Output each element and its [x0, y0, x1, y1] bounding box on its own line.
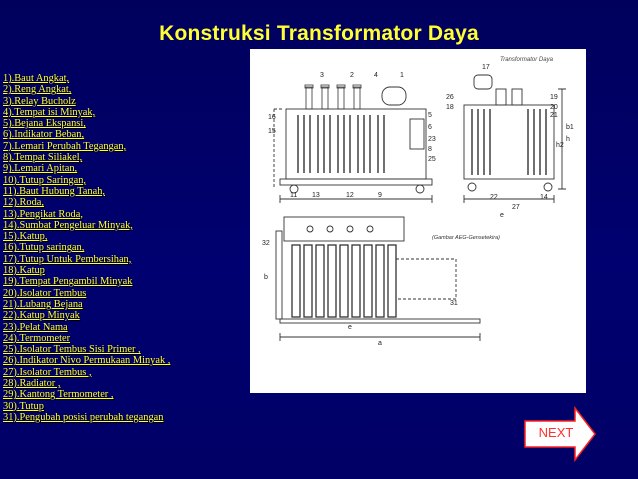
svg-text:11: 11 [290, 192, 298, 199]
svg-text:h: h [566, 136, 570, 143]
svg-text:b1: b1 [566, 124, 574, 131]
list-item[interactable]: 18).Katup [3, 265, 45, 277]
svg-text:25: 25 [428, 156, 436, 163]
transformer-diagram [250, 49, 586, 393]
list-item[interactable]: 14).Sumbat Pengeluar Minyak, [3, 219, 133, 231]
list-item[interactable]: 3).Relay Bucholz [3, 95, 76, 107]
list-item[interactable]: 24).Termometer [3, 332, 71, 344]
list-item[interactable]: 6).Indikator Beban, [3, 129, 85, 141]
list-item[interactable]: 12).Roda, [3, 197, 44, 209]
list-item[interactable]: 22).Katup Minyak [3, 310, 80, 322]
list-item[interactable]: 7).Lemari Perubah Tegangan, [3, 140, 127, 152]
slide-title: Konstruksi Transformator Daya [159, 22, 479, 45]
next-label: NEXT [538, 425, 574, 440]
list-item[interactable]: 13).Pengikat Roda, [3, 208, 83, 220]
svg-text:23: 23 [428, 136, 436, 143]
list-item[interactable]: 26).Indikator Nivo Permukaan Minyak , [3, 355, 171, 367]
list-item[interactable]: 27).Isolator Tembus , [3, 366, 92, 378]
list-item[interactable]: 16).Tutup saringan, [3, 242, 85, 254]
svg-text:3: 3 [320, 72, 324, 79]
svg-text:31: 31 [450, 300, 458, 307]
list-item[interactable]: 31).Pengubah posisi perubah tegangan [3, 411, 164, 423]
svg-text:e: e [348, 324, 352, 331]
list-item[interactable]: 29).Kantong Termometer , [3, 389, 114, 401]
svg-text:17: 17 [482, 64, 490, 71]
svg-text:27: 27 [512, 204, 520, 211]
list-item[interactable]: 1).Baut Angkat, [3, 73, 70, 84]
svg-text:20: 20 [550, 104, 558, 111]
list-item[interactable]: 2).Reng Angkat, [3, 84, 72, 96]
list-item[interactable]: 4).Tempat isi Minyak, [3, 106, 96, 118]
list-item[interactable]: 10).Tutup Saringan, [3, 174, 87, 186]
list-item[interactable]: 15).Katup, [3, 231, 48, 243]
svg-text:e: e [500, 212, 504, 219]
diagram-credit: (Gambar AEG-Gensetekira) [432, 235, 500, 241]
svg-text:21: 21 [550, 112, 558, 119]
component-list [3, 73, 253, 423]
list-item[interactable]: 21).Lubang Bejana [3, 298, 83, 310]
svg-text:15: 15 [268, 128, 276, 135]
list-item[interactable]: 9).Lemari Apitan, [3, 163, 78, 175]
svg-text:a: a [378, 340, 382, 347]
svg-text:2: 2 [350, 72, 354, 79]
svg-text:b: b [264, 274, 268, 281]
next-button[interactable] [523, 406, 597, 462]
list-item[interactable]: 11).Baut Hubung Tanah, [3, 185, 106, 197]
svg-text:6: 6 [428, 124, 432, 131]
svg-text:9: 9 [378, 192, 382, 199]
svg-text:8: 8 [428, 146, 432, 153]
list-item[interactable]: 19).Tempat Pengambil Minyak [3, 276, 133, 288]
svg-text:13: 13 [312, 192, 320, 199]
svg-text:4: 4 [374, 72, 378, 79]
front-view [268, 72, 436, 203]
list-item[interactable]: 17).Tutup Untuk Pembersihan, [3, 253, 132, 265]
svg-text:12: 12 [346, 192, 354, 199]
side-view [446, 64, 574, 219]
list-item[interactable]: 20).Isolator Tembus [3, 287, 87, 299]
svg-text:5: 5 [428, 112, 432, 119]
list-item[interactable]: 28).Radiator , [3, 378, 61, 390]
svg-text:22: 22 [490, 194, 498, 201]
list-item[interactable]: 5).Bejana Ekspansi, [3, 118, 86, 130]
svg-text:18: 18 [446, 104, 454, 111]
plan-view [262, 217, 500, 347]
list-item[interactable]: 8).Tempat Siliakel, [3, 152, 83, 164]
list-item[interactable]: 25).Isolator Tembus Sisi Primer , [3, 344, 141, 356]
list-item[interactable]: 23).Pelat Nama [3, 321, 68, 333]
list-item[interactable]: 30).Tutup [3, 400, 44, 412]
svg-text:19: 19 [550, 94, 558, 101]
svg-text:16: 16 [268, 114, 276, 121]
svg-text:26: 26 [446, 94, 454, 101]
diagram-caption: Transformator Daya [500, 57, 553, 63]
svg-text:1: 1 [400, 72, 404, 79]
svg-text:h2: h2 [556, 142, 564, 149]
svg-text:14: 14 [540, 194, 548, 201]
svg-text:32: 32 [262, 240, 270, 247]
